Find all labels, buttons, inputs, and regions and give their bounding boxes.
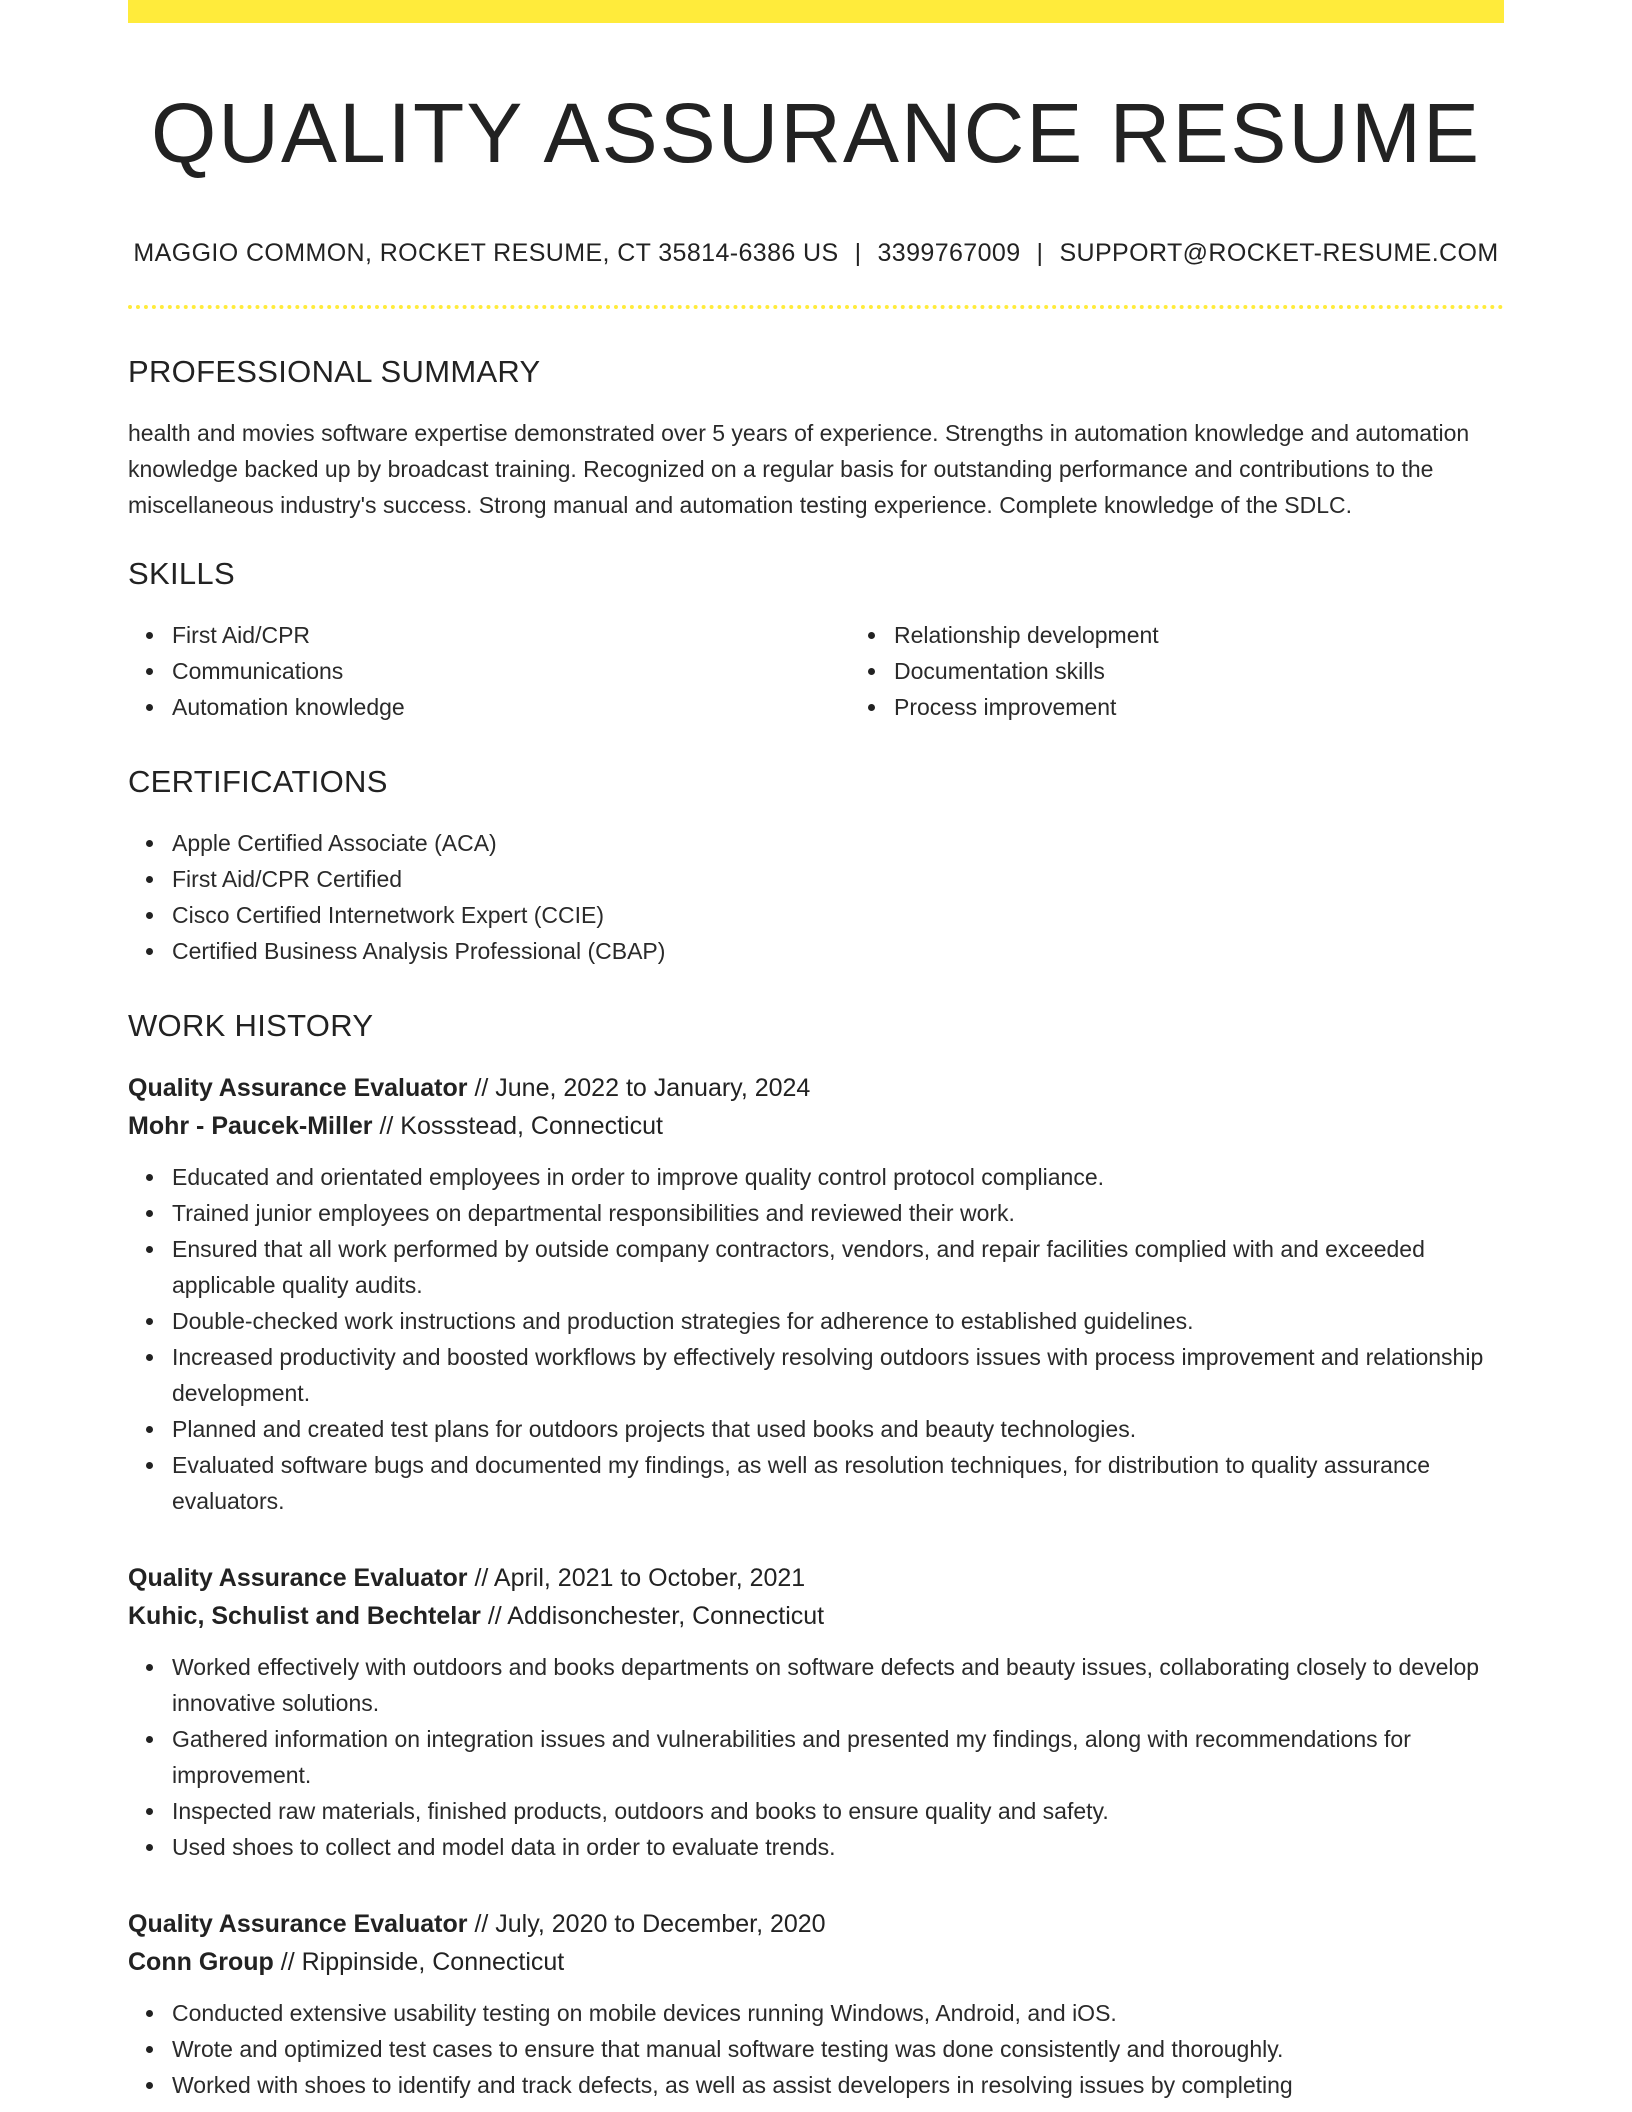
job-bullet: Inspected raw materials, finished products, outdoors and books to ensure quality and safety. xyxy=(172,1793,1504,1829)
accent-top-bar xyxy=(128,0,1504,23)
summary-text: health and movies software expertise demonstrated over 5 years of experience. Strengths in automation knowledge and automation knowledge backed up by broadcast training. Recognized on a regular basis for outstanding performance and contributions to the miscellaneous industry's success. Strong manual and automation testing experience. Complete knowledge of the SDLC. xyxy=(128,420,1470,518)
job-location: // Rippinside, Connecticut xyxy=(280,1948,565,1976)
job-bullet: Educated and orientated employees in order to improve quality control protocol compliance. xyxy=(172,1159,1504,1195)
skill-item: Relationship development xyxy=(894,617,1504,653)
contact-email[interactable]: SUPPORT@ROCKET-RESUME.COM xyxy=(1059,239,1499,267)
summary-section xyxy=(128,353,1504,523)
job-bullet: Worked effectively with outdoors and books departments on software defects and beauty issues, collaborating closely to develop innovative solutions. xyxy=(172,1649,1504,1721)
job-bullet: Conducted extensive usability testing on mobile devices running Windows, Android, and iOS. xyxy=(172,1995,1504,2031)
certification-item: Cisco Certified Internetwork Expert (CCIE) xyxy=(172,897,1504,933)
job-bullet: Used shoes to collect and model data in order to evaluate trends. xyxy=(172,1829,1504,1865)
job-title-line xyxy=(128,1069,1504,1107)
job-bullet: Wrote and optimized test cases to ensure that manual software testing was done consistently and thoroughly. xyxy=(172,2031,1504,2067)
job-bullet: Gathered information on integration issues and vulnerabilities and presented my findings, along with recommendations for improvement. xyxy=(172,1721,1504,1793)
certification-item: First Aid/CPR Certified xyxy=(172,861,1504,897)
job-dates: // July, 2020 to December, 2020 xyxy=(474,1910,826,1938)
job-bullet: Ensured that all work performed by outside company contractors, vendors, and repair facilities complied with and exceeded applicable quality audits. xyxy=(172,1231,1504,1303)
certifications-section xyxy=(128,763,1504,969)
job-company: Mohr - Paucek-Miller xyxy=(128,1112,373,1140)
skill-item: Documentation skills xyxy=(894,653,1504,689)
job-location: // Addisonchester, Connecticut xyxy=(487,1602,825,1630)
job-bullet: Increased productivity and boosted workflows by effectively resolving outdoors issues with process improvement and relationship development. xyxy=(172,1339,1504,1411)
skill-item: First Aid/CPR xyxy=(172,617,850,653)
job-bullet: Double-checked work instructions and production strategies for adherence to established guidelines. xyxy=(172,1303,1504,1339)
job-title: Quality Assurance Evaluator xyxy=(128,1910,468,1938)
section-heading: PROFESSIONAL SUMMARY xyxy=(128,354,541,389)
contact-separator: | xyxy=(1036,239,1044,267)
job-company-line xyxy=(128,1943,1504,1981)
job-company-line xyxy=(128,1597,1504,1635)
job-bullet: Planned and created test plans for outdoors projects that used books and beauty technologies. xyxy=(172,1411,1504,1447)
job-dates: // June, 2022 to January, 2024 xyxy=(474,1074,811,1102)
page-title: QUALITY ASSURANCE RESUME xyxy=(150,86,1482,180)
skills-list-right xyxy=(850,617,1504,725)
job-bullets xyxy=(128,1649,1504,1865)
skills-section xyxy=(128,555,1504,725)
work-history-section xyxy=(128,1007,1504,2103)
certifications-list xyxy=(128,825,1504,969)
dotted-divider xyxy=(128,305,1504,309)
resume-page xyxy=(128,0,1504,2103)
contact-separator: | xyxy=(854,239,862,267)
contact-address: MAGGIO COMMON, ROCKET RESUME, CT 35814-6386 US xyxy=(133,239,839,267)
job-company: Kuhic, Schulist and Bechtelar xyxy=(128,1602,481,1630)
job-title-line xyxy=(128,1905,1504,1943)
job-bullet: Trained junior employees on departmental responsibilities and reviewed their work. xyxy=(172,1195,1504,1231)
contact-phone[interactable]: 3399767009 xyxy=(877,239,1021,267)
job-company-line xyxy=(128,1107,1504,1145)
job-entry xyxy=(128,1905,1504,2103)
job-title: Quality Assurance Evaluator xyxy=(128,1074,468,1102)
section-heading: WORK HISTORY xyxy=(128,1008,374,1043)
section-heading: CERTIFICATIONS xyxy=(128,764,388,799)
skills-columns xyxy=(128,617,1504,725)
certification-item: Certified Business Analysis Professional (CBAP) xyxy=(172,933,1504,969)
job-dates: // April, 2021 to October, 2021 xyxy=(474,1564,806,1592)
job-bullets xyxy=(128,1159,1504,1519)
job-bullet: Evaluated software bugs and documented my findings, as well as resolution techniques, for distribution to quality assurance evaluators. xyxy=(172,1447,1504,1519)
contact-line xyxy=(128,237,1504,269)
skill-item: Automation knowledge xyxy=(172,689,850,725)
job-entry xyxy=(128,1069,1504,1519)
job-company: Conn Group xyxy=(128,1948,274,1976)
skill-item: Process improvement xyxy=(894,689,1504,725)
job-title: Quality Assurance Evaluator xyxy=(128,1564,468,1592)
job-location: // Kossstead, Connecticut xyxy=(379,1112,663,1140)
section-heading: SKILLS xyxy=(128,556,235,591)
skill-item: Communications xyxy=(172,653,850,689)
job-entry xyxy=(128,1559,1504,1865)
job-bullet: Worked with shoes to identify and track defects, as well as assist developers in resolving issues by completing xyxy=(172,2067,1504,2103)
certification-item: Apple Certified Associate (ACA) xyxy=(172,825,1504,861)
skills-list-left xyxy=(128,617,850,725)
job-bullets xyxy=(128,1995,1504,2103)
job-title-line xyxy=(128,1559,1504,1597)
